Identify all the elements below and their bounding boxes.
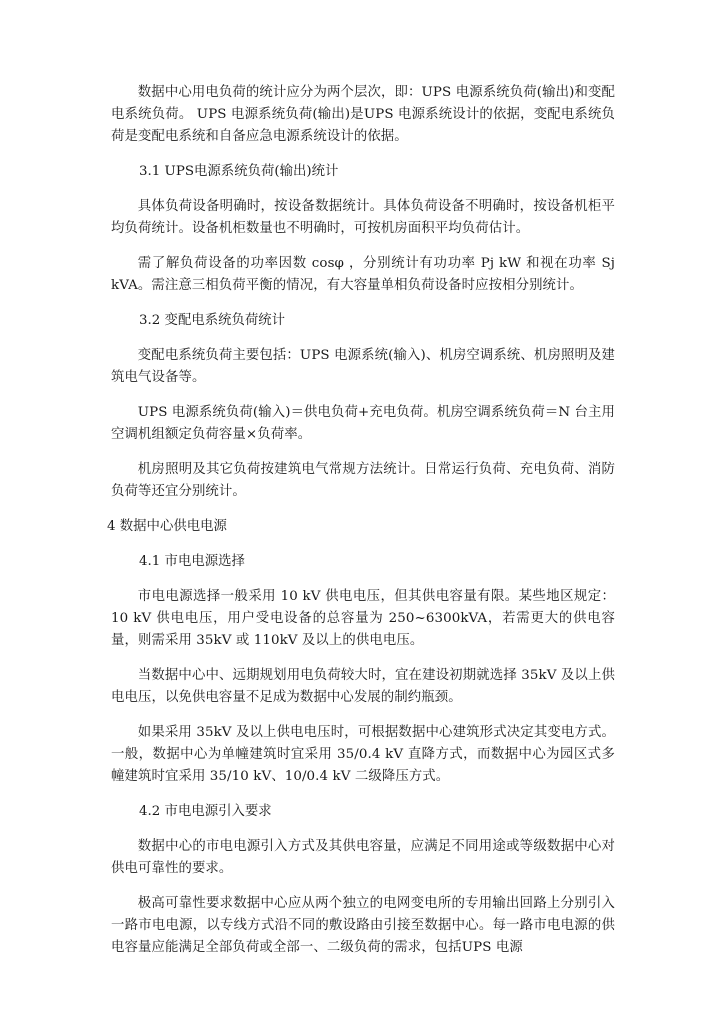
paragraph-supply-voltage: 市电电源选择一般采用 10 kV 供电电压，但其供电容量有限。某些地区规定：10 kV 供电电压，用户受电设备的总容量为 250~6300kVA，若需更大的供电容量，则需采用 35kV 或 110kV 及以上的供电电压。 [111,589,615,648]
heading-3-2: 3.2 变配电系统负荷统计 [139,313,286,328]
heading-4-2: 4.2 市电电源引入要求 [139,804,272,819]
paragraph-35kv-choice: 当数据中心中、远期规划用电负荷较大时，宜在建设初期就选择 35kV 及以上供电电压，以免供电容量不足成为数据中心发展的制约瓶颈。 [111,668,615,705]
paragraph-equipment-stats: 具体负荷设备明确时，按设备数据统计。具体负荷设备不明确时，按设备机柜平均负荷统计。设备机柜数量也不明确时，可按机房面积平均负荷估计。 [111,199,615,236]
heading-3-1: 3.1 UPS电源系统负荷(输出)统计 [139,164,339,179]
paragraph-introduction-mode: 数据中心的市电电源引入方式及其供电容量，应满足不同用途或等级数据中心对供电可靠性的要求。 [111,839,615,876]
paragraph-transform-mode: 如果采用 35kV 及以上供电电压时，可根据数据中心建筑形式决定其变电方式。一般，数据中心为单幢建筑时宜采用 35/0.4 kV 直降方式，而数据中心为园区式多幢建筑时宜采用 35/10 kV、10/0.4 kV 二级降压方式。 [111,725,615,784]
paragraph-power-factor: 需了解负荷设备的功率因数 cosφ ，分别统计有功功率 Pj kW 和视在功率 Sj kVA。需注意三相负荷平衡的情况，有大容量单相负荷设备时应按相分别统计。 [111,256,615,293]
paragraph-high-reliability: 极高可靠性要求数据中心应从两个独立的电网变电所的专用输出回路上分别引入一路市电电源，以专线方式沿不同的敷设路由引接至数据中心。每一路市电电源的供电容量应能满足全部负荷或全部一、二级负荷的需求，包括UPS 电源 [111,896,615,955]
heading-4: 4 数据中心供电电源 [107,519,227,534]
paragraph-ups-input-load: UPS 电源系统负荷(输入)＝供电负荷+充电负荷。机房空调系统负荷＝N 台主用空调机组额定负荷容量×负荷率。 [111,405,615,442]
paragraph-distribution-load: 变配电系统负荷主要包括：UPS 电源系统(输入)、机房空调系统、机房照明及建筑电气设备等。 [111,348,615,385]
paragraph-lighting-load: 机房照明及其它负荷按建筑电气常规方法统计。日常运行负荷、充电负荷、消防负荷等还宜分别统计。 [111,462,615,499]
paragraph-load-levels: 数据中心用电负荷的统计应分为两个层次，即：UPS 电源系统负荷(输出)和变配电系统负荷。 UPS 电源系统负荷(输出)是UPS 电源系统设计的依据，变配电系统负荷是变配电系统和自备应急电源系统设计的依据。 [111,85,615,144]
document-page [107,82,615,972]
heading-4-1: 4.1 市电电源选择 [139,554,245,569]
